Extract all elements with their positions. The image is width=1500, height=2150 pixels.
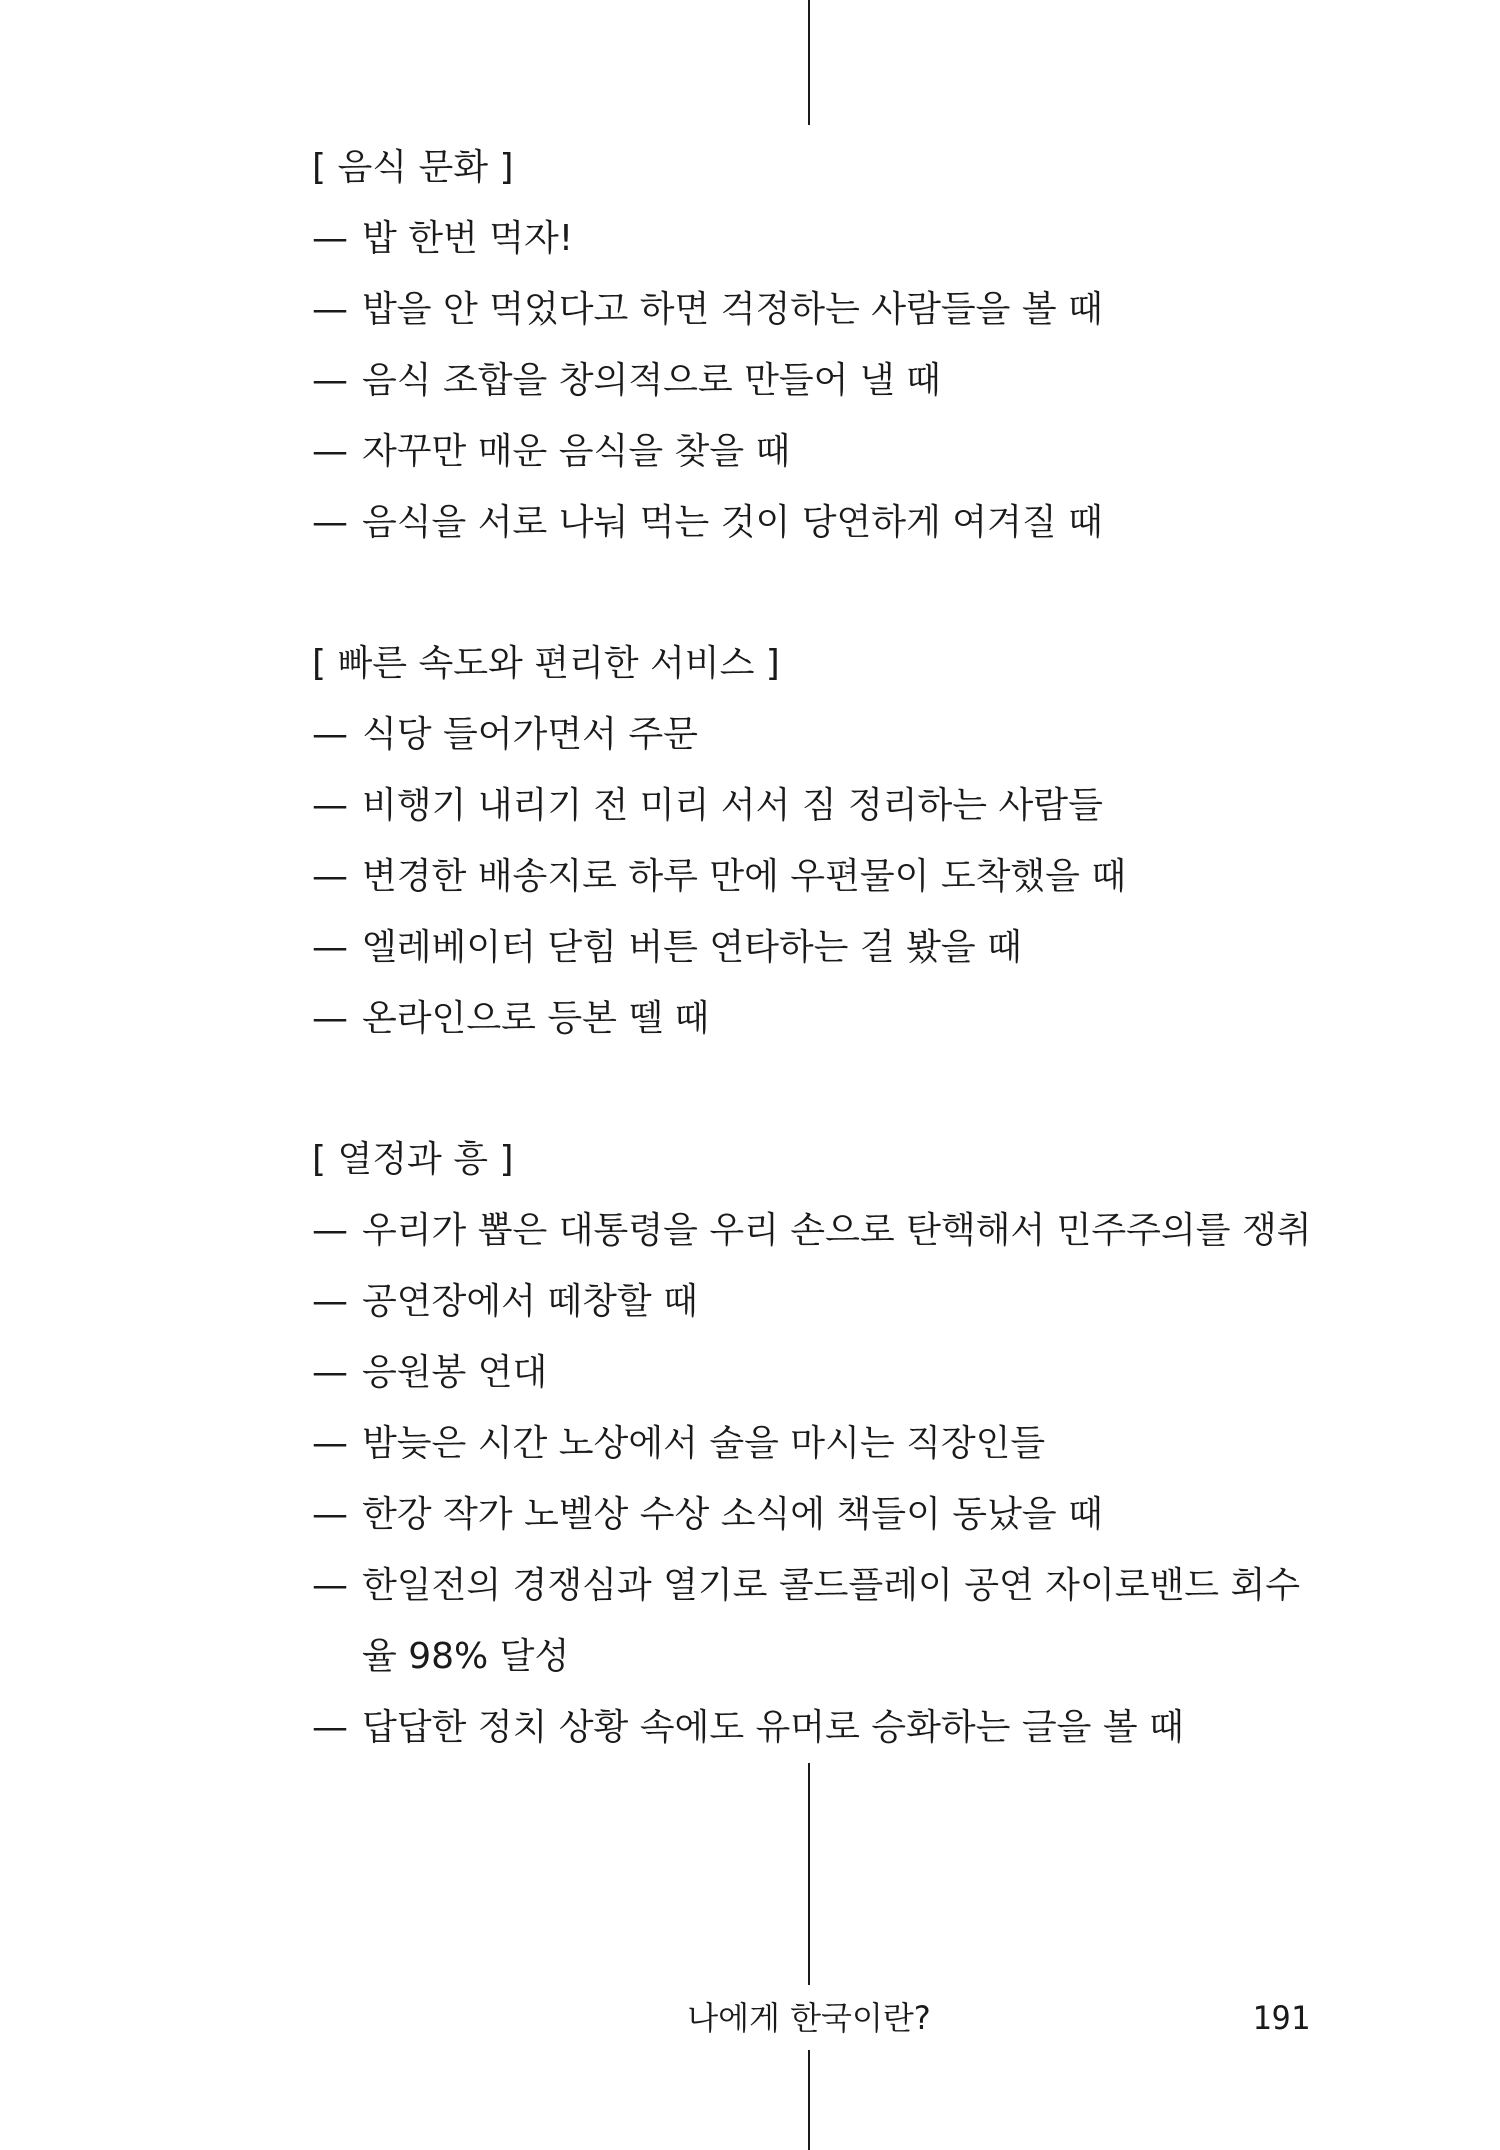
- dash-marker: —: [312, 1281, 348, 1322]
- dash-marker: —: [312, 714, 348, 755]
- list-item: [312, 1479, 1352, 1550]
- list-item-text: 자꾸만 매운 음식을 찾을 때: [362, 431, 791, 472]
- dash-marker: —: [312, 431, 348, 472]
- dash-marker: —: [312, 785, 348, 826]
- list-item: [312, 1408, 1352, 1479]
- dash-marker: —: [312, 1707, 348, 1748]
- list-item-text: 음식을 서로 나눠 먹는 것이 당연하게 여겨질 때: [362, 502, 1103, 543]
- dash-marker: —: [312, 856, 348, 897]
- dash-marker: —: [312, 1565, 348, 1606]
- list-item: [312, 983, 1352, 1054]
- list-item: [312, 770, 1352, 841]
- list-item-text: 온라인으로 등본 뗄 때: [362, 998, 710, 1039]
- dash-marker: —: [312, 1352, 348, 1393]
- dash-marker: —: [312, 289, 348, 330]
- dash-marker: —: [312, 1494, 348, 1535]
- list-item-text: 한일전의 경쟁심과 열기로 콜드플레이 공연 자이로밴드 회수: [362, 1565, 1301, 1606]
- list-item: [312, 274, 1352, 345]
- list-item-text: 공연장에서 떼창할 때: [362, 1281, 698, 1322]
- list-item-continuation: 율 98% 달성: [362, 1636, 570, 1677]
- list-item-text: 음식 조합을 창의적으로 만들어 낼 때: [362, 360, 941, 401]
- list-item: [312, 699, 1352, 770]
- list-item-text: 비행기 내리기 전 미리 서서 짐 정리하는 사람들: [362, 785, 1103, 826]
- list-item: [312, 1195, 1352, 1266]
- list-item-text: 밥 한번 먹자!: [362, 218, 574, 259]
- list-item-text: 밤늦은 시간 노상에서 술을 마시는 직장인들: [362, 1423, 1046, 1464]
- list-item-text: 식당 들어가면서 주문: [362, 714, 698, 755]
- list-item: [312, 1266, 1352, 1337]
- dash-marker: —: [312, 1210, 348, 1251]
- list-item: [312, 1337, 1352, 1408]
- list-item: [312, 912, 1352, 983]
- page-content: [312, 132, 1352, 1833]
- list-item-text: 변경한 배송지로 하루 만에 우편물이 도착했을 때: [362, 856, 1127, 897]
- running-footer-title: 나에게 한국이란?: [687, 1999, 931, 2037]
- section-heading: [ 음식 문화 ]: [312, 147, 514, 188]
- list-item-text: 우리가 뽑은 대통령을 우리 손으로 탄핵해서 민주주의를 쟁취: [362, 1210, 1312, 1251]
- list-item: [312, 1550, 1352, 1621]
- dash-marker: —: [312, 502, 348, 543]
- page-number: 191: [1252, 1999, 1310, 2037]
- list-item-text: 답답한 정치 상황 속에도 유머로 승화하는 글을 볼 때: [362, 1707, 1184, 1748]
- list-item-text: 밥을 안 먹었다고 하면 걱정하는 사람들을 볼 때: [362, 289, 1103, 330]
- list-item: [312, 203, 1352, 274]
- section-fast-service: [312, 628, 1352, 1054]
- list-item: [312, 416, 1352, 487]
- top-divider-line: [808, 0, 810, 125]
- list-item-text: 엘레베이터 닫힘 버튼 연타하는 걸 봤을 때: [362, 927, 1022, 968]
- list-item: [312, 1692, 1352, 1763]
- dash-marker: —: [312, 998, 348, 1039]
- list-item-text: 한강 작가 노벨상 수상 소식에 책들이 동났을 때: [362, 1494, 1103, 1535]
- lower-divider-line: [808, 1763, 810, 1985]
- section-passion: [312, 1124, 1352, 1763]
- bottom-divider-line: [808, 2050, 810, 2150]
- dash-marker: —: [312, 360, 348, 401]
- section-heading: [ 열정과 흥 ]: [312, 1139, 514, 1180]
- list-item: [312, 487, 1352, 558]
- dash-marker: —: [312, 927, 348, 968]
- dash-marker: —: [312, 218, 348, 259]
- list-item: [312, 841, 1352, 912]
- dash-marker: —: [312, 1423, 348, 1464]
- section-heading: [ 빠른 속도와 편리한 서비스 ]: [312, 643, 780, 684]
- section-food-culture: [312, 132, 1352, 558]
- list-item-text: 응원봉 연대: [362, 1352, 548, 1393]
- list-item: [312, 345, 1352, 416]
